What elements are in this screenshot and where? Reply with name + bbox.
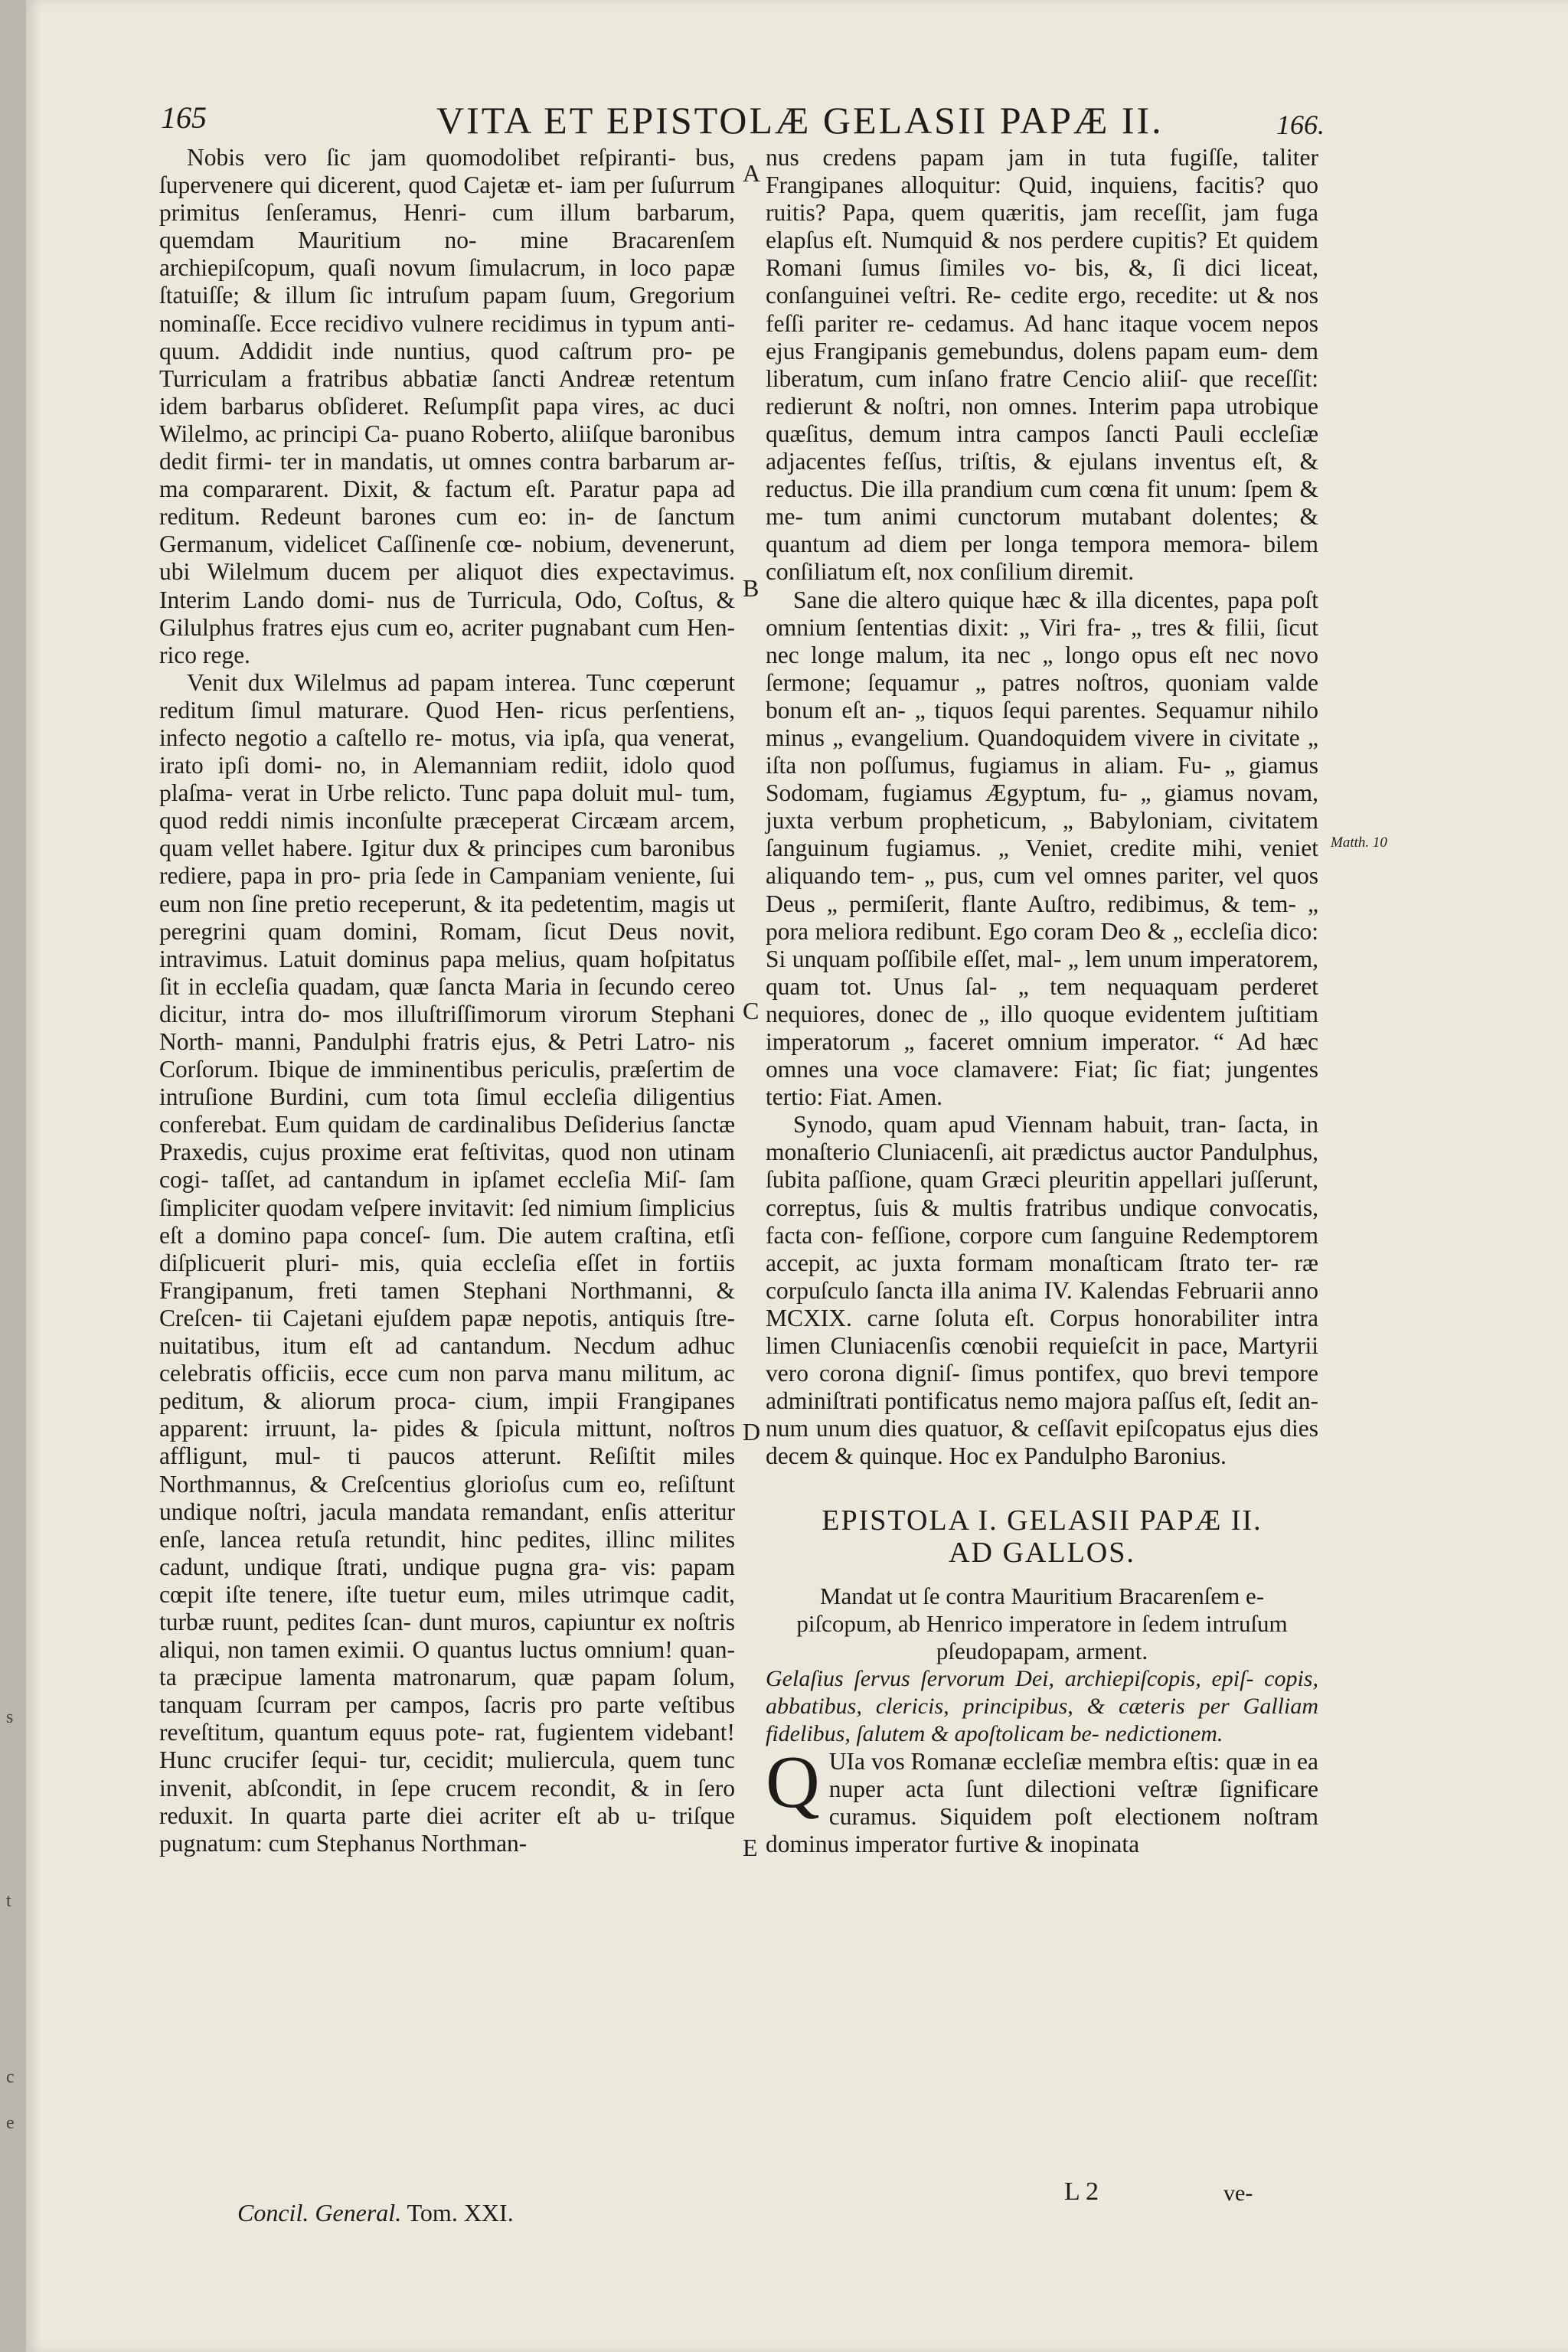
epistola-heading bbox=[766, 1504, 1318, 1569]
margin-note: Matth. 10 bbox=[1331, 835, 1387, 851]
section-marker-c: C bbox=[743, 997, 760, 1024]
footer-volume: Tom. XXI. bbox=[407, 2199, 514, 2226]
section-marker-b: B bbox=[743, 574, 760, 602]
page-number-right: 166. bbox=[1276, 109, 1325, 140]
right-column bbox=[766, 144, 1318, 1858]
left-paragraph-2: Venit dux Wilelmus ad papam interea. Tunc cœperunt reditum ſimul maturare. Quod Hen- ricus perſentiens, infecto negotio a caſtello re- motus, via ipſa, qua venerat, irato ipſi domi- no, in Alemanniam rediit, idolo quod plaſma- verat in Urbe relicto. Tunc papa doluit mul- tum, quod reddi nimis inconſulte præceperat Circæam arcem, quam vellet habere. Igitur dux & principes cum baronibus rediere, papa in pro- pria ſede in Campaniam veniente, ſui eum non ſine pretio receperunt, & ita pedetentim, magis ut peregrini quam domini, Romam, ſicut Deus novit, intravimus. Latuit dominus papa melius, quam hoſpitatus ſit in eccleſia quadam, quæ ſancta Maria in ſecundo cereo dicitur, intra do- mos illuſtriſſimorum virorum Stephani North- manni, Pandulphi fratris ejus, & Petri Latro- nis Corſorum. Ibique de imminentibus periculis, præſertim de intruſione Burdini, cum tota ſimul eccleſia diligentius conferebat. Eum quidam de cardinalibus Deſiderius ſanctæ Praxedis, cujus proxime erat feſtivitas, quod non utinam cogi- taſſet, ad cantandum in ipſamet eccleſia Miſ- ſam ſimpliciter quodam veſpere invitavit: ſed nimium ſimplicius eſt a domino papa conceſ- ſum. Die autem craſtina, etſi diſplicuerit pluri- mis, quia eccleſia eſſet in fortiis Frangipanum, freti tamen Stephani Northmanni, & Creſcen- tii Cajetani ejuſdem papæ nepotis, antiquis ſtre- nuitatibus, itum eſt ad cantandum. Necdum adhuc celebratis officiis, ecce cum non parva manu militum, ac peditum, & aliorum proca- cium, impii Frangipanes apparent: irruunt, la- pides & ſpicula mittunt, noſtros affligunt, mul- ti paucos atterunt. Reſiſtit miles Northmannus, & Creſcentius glorioſus cum eo, reſiſtunt undique noſtri, jacula mandata remandant, enſis atteritur enſe, lancea retuſa retundit, hinc pedites, illinc milites cadunt, undique ſtrati, undique pugna gra- vis: papam cœpit iſte tenere, iſte tuetur eum, miles utrimque cadit, turbæ ruunt, pedites ſcan- dunt muros, capiuntur ex noſtris aliqui, non tamen eximii. O quantus luctus omnium! quan- ta præcipue lamenta matronarum, quæ papam ſolum, tanquam ſcurram per campos, ſacris pro parte veſtibus reveſtitum, quantum equus pote- rat, fugientem videbant! Hunc crucifer ſequi- tur, cecidit; muliercula, quem tunc invenit, abſcondit, in ſepe crucem recondit, & in ſero reduxit. In quarta parte diei acriter eſt ab u- triſque pugnatum: cum Stephanus Northman- bbox=[159, 668, 735, 1857]
adjacent-page-edge bbox=[0, 0, 26, 2352]
running-title: VITA ET EPISTOLÆ GELASII PAPÆ II. bbox=[436, 99, 1164, 142]
drop-cap: Q bbox=[766, 1740, 820, 1824]
left-paragraph-1: Nobis vero ſic jam quomodolibet reſpiranti- bus, ſupervenere qui dicerent, quod Cajetæ et- iam per ſuſurrum primitus ſenſeramus, Henri- cum illum barbarum, quemdam Mauritium no- mine Bracarenſem archiepiſcopum, quaſi novum ſimulacrum, in loco papæ ſtatuiſſe; & illum ſic intruſum papam ſuum, Gregorium nominaſſe. Ecce recidivo vulnere recidimus in typum anti- quum. Addidit inde nuntius, quod caſtrum pro- pe Turriculam a fratribus abbatiæ ſancti Andreæ retentum idem barbarus obſideret. Reſumpſit papa vires, ac duci Wilelmo, ac principi Ca- puano Roberto, aliiſque baronibus dedit firmi- ter in mandatis, ut omnes contra barbarum ar- ma compararent. Dixit, & factum eſt. Paratur papa ad reditum. Redeunt barones cum eo: in- de ſanctum Germanum, videlicet Caſſinenſe cœ- nobium, devenerunt, ubi Wilelmum ducem per aliquot dies expectavimus. Interim Lando domi- nus de Turricula, Odo, Coſtus, & Gilulphus fratres ejus cum eo, acriter pugnabant cum Hen- rico rege. bbox=[159, 144, 735, 668]
right-paragraph-2: Sane die altero quique hæc & illa dicentes, papa poſt omnium ſententias dixit: „ Viri fra- „ tres & filii, ſicut nec longe malum, ita nec „ longo opus eſt nec novo ſermone; ſequamur „ patres noſtros, quoniam valde bonum eſt an- „ tiquos ſequi parentes. Sequamur nihilo minus „ evangelium. Quandoquidem vivere in civitate „ iſta non poſſumus, fugiamus in aliam. Fu- „ giamus Sodomam, fugiamus Ægyptum, fu- „ giamus novam, juxta verbum propheticum, „ Babyloniam, civitatem ſanguinum fugiamus. „ Veniet, credite mihi, veniet aliquando tem- „ pus, cum vel omnes pariter, vel quos Deus „ permiſerit, flante Auſtro, redibimus, & tem- „ pora meliora redibunt. Ego coram Deo & „ eccleſia dico: Si unquam poſſibile eſſet, mal- „ lem unum imperatorem, quam tot. Unus ſal- „ tem nequaquam perderet nequiores, donec de „ illo quoque evidentem juſtitiam imperatorum „ faceret omnium imperator. “ Ad hæc omnes una voce clamavere: Fiat; ſic fiat; jungentes tertio: Fiat. Amen. bbox=[766, 586, 1318, 1111]
letter-text: UIa vos Romanæ eccleſiæ membra eſtis: quæ in ea nuper acta ſunt dilectioni veſtræ ſignificare curamus. Siquidem poſt electionem noſtram dominus imperator furtive & inopinata bbox=[766, 1747, 1318, 1857]
section-marker-a: A bbox=[743, 159, 761, 187]
epistola-title-line-1: EPISTOLA I. GELASII PAPÆ II. bbox=[822, 1504, 1263, 1537]
epistola-argument: Mandat ut ſe contra Mauritium Bracarenſem e- piſcopum, ab Henrico imperatore in ſedem intruſum pſeudopapam, arment. bbox=[796, 1582, 1288, 1664]
edge-mark: c bbox=[6, 2067, 15, 2087]
page-footer bbox=[237, 2199, 514, 2227]
epistola-salutation: Gelaſius ſervus ſervorum Dei, archiepiſcopis, epiſ- copis, abbatibus, clericis, principibus, & cæteris per Galliam fidelibus, ſalutem & apoſtolicam be- nedictionem. bbox=[766, 1665, 1318, 1746]
page-number-left: 165 bbox=[161, 100, 207, 135]
page-header bbox=[161, 98, 1325, 144]
signature-mark: L 2 bbox=[1064, 2177, 1099, 2206]
section-marker-e: E bbox=[743, 1834, 758, 1861]
footer-source: Concil. General. bbox=[237, 2199, 402, 2226]
edge-mark: e bbox=[6, 2113, 15, 2133]
edge-mark: s bbox=[6, 1707, 14, 1727]
letter-opening bbox=[766, 1740, 1318, 1858]
section-marker-d: D bbox=[743, 1418, 761, 1446]
edge-mark: t bbox=[6, 1891, 11, 1911]
right-paragraph-1: nus credens papam jam in tuta fugiſſe, taliter Frangipanes alloquitur: Quid, inquiens, facitis? quo ruitis? Papa, quem quæritis, jam receſſit, jam fuga elapſus eſt. Numquid & nos perdere cupitis? Et quidem Romani ſumus ſimiles vo- bis, &, ſi dici liceat, conſanguinei veſtri. Re- cedite ergo, recedite: ut & nos feſſi pariter re- cedamus. Ad hanc itaque vocem nepos ejus Frangipanis gemebundus, dolens papam eum- dem liberatum, cum inſano fratre Cencio aliiſ- que receſſit: redierunt & noſtri, non omnes. Interim papa utrobique quæſitus, demum intra campos ſancti Pauli eccleſiæ adjacentes feſſus, triſtis, & ejulans inventus eſt, & reductus. Die illa prandium cum cœna fit unum: ſpem & me- tum animi cunctorum mutabant dolentes; & quantum ad diem per longa tempora memora- bilem conſiliatum eſt, nox conſilium diremit. bbox=[766, 144, 1318, 586]
epistola-title-line-2: AD GALLOS. bbox=[949, 1536, 1135, 1569]
left-column bbox=[159, 144, 735, 1857]
right-paragraph-3: Synodo, quam apud Viennam habuit, tran- ſacta, in monaſterio Cluniacenſi, ait prædictus auctor Pandulphus, ſubita paſſione, quam Græci pleuritin appellari juſſerunt, correptus, ſuis & multis fratribus undique convocatis, facta con- feſſione, corpore cum ſanguine Redemptorem accepit, ac juxta formam monaſticam ſtrato ter- ræ corpuſculo ſancta illa anima IV. Kalendas Februarii anno MCXIX. carne ſoluta eſt. Corpus honorabiliter intra limen Cluniacenſis cœnobii requieſcit in pace, Martyrii vero corona digniſ- ſimus pontifex, quo brevi tempore adminiſtrati pontificatus nemo majora paſſus eſt, ſedit an- num unum dies quatuor, & ceſſavit epiſcopatus ejus dies decem & quinque. Hoc ex Pandulpho Baronius. bbox=[766, 1111, 1318, 1470]
catchword: ve- bbox=[1223, 2180, 1253, 2206]
